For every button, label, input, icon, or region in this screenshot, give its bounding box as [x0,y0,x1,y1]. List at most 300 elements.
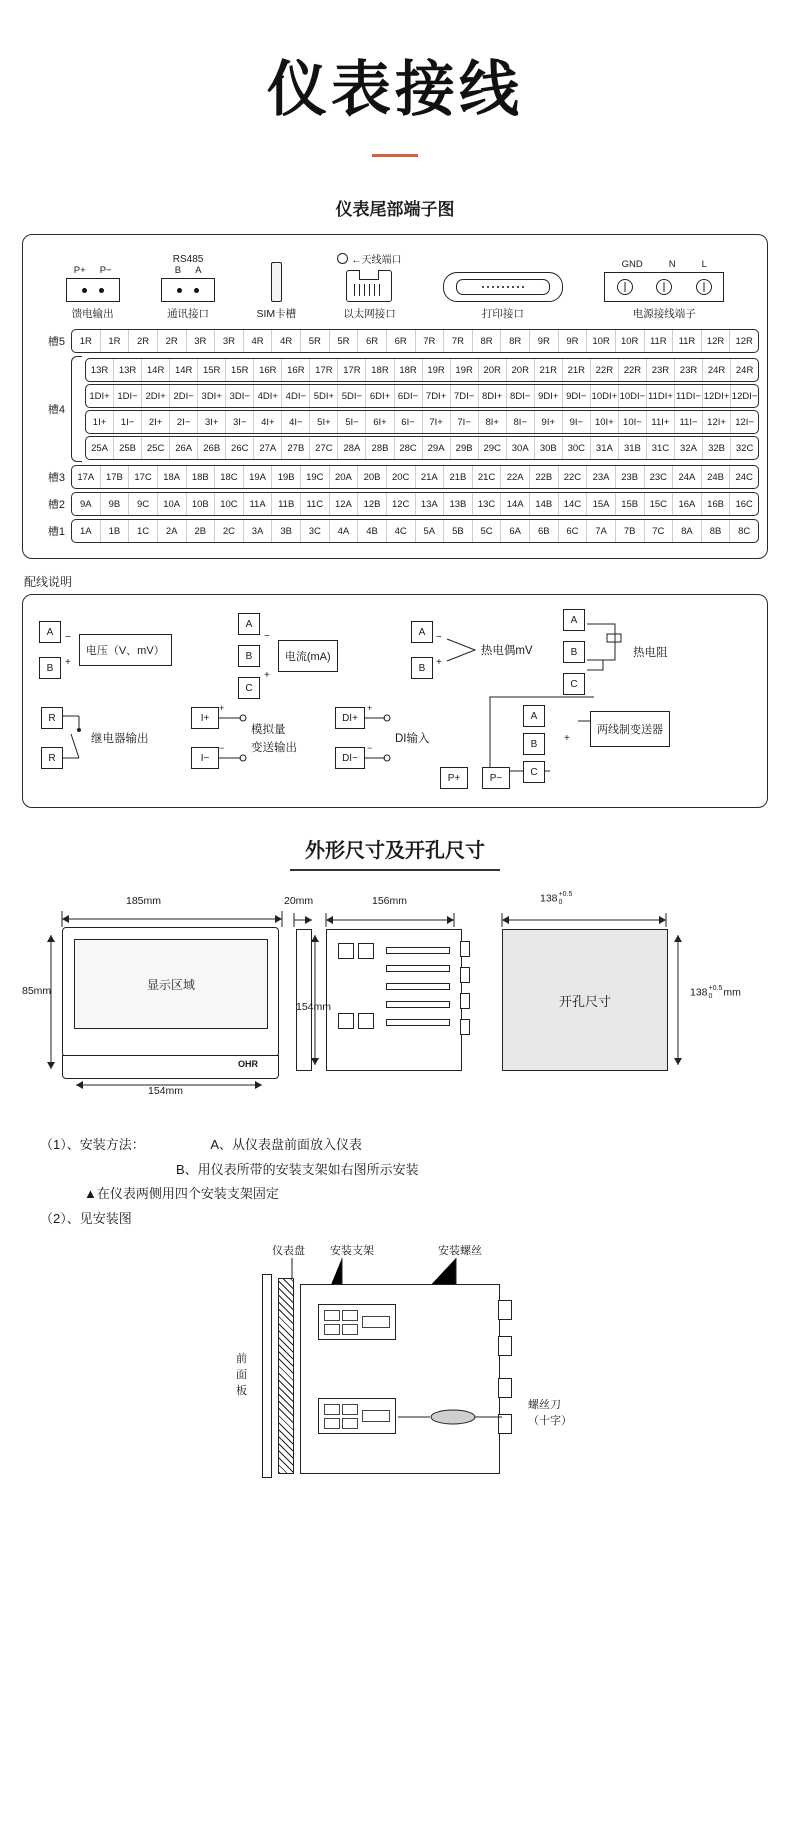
terminal-cell: 1C [129,520,158,542]
terminal-cell: 15B [616,493,645,515]
db9-icon [443,272,563,302]
terminal-cell: 19R [451,359,479,381]
slot4-terminal-row-4 [85,436,759,460]
dimension-title-underline [290,869,500,871]
wiring-two-wire-transmitter [447,691,768,801]
side-detail [358,1013,374,1029]
terminal-cell: 5B [444,520,473,542]
terminal-cell: 6DI+ [366,385,394,407]
terminal-cell: 32A [675,437,703,459]
terminal-cell: 10I+ [591,411,619,433]
terminal-cell: 29C [479,437,507,459]
side-slot [386,1001,450,1008]
terminal-cell: 20C [387,466,416,488]
display-area: 显示区域 [74,939,268,1029]
pin-label: N [668,259,676,270]
terminal-cell: 7I+ [423,411,451,433]
terminal-cell: 12C [387,493,416,515]
terminal-cell: 3DI+ [198,385,226,407]
slot-row-2 [31,492,759,516]
terminal-box: B [563,641,585,663]
terminal-cell: 16B [702,493,731,515]
side-slot [386,947,450,954]
device-label: 热电偶mV [480,645,533,657]
pin-labels [74,265,112,276]
terminal-cell: 8B [702,520,731,542]
side-detail [358,943,374,959]
terminal-cell: 29A [423,437,451,459]
terminal-cell: 18B [187,466,216,488]
terminal-cell: 13A [416,493,445,515]
device-label: 两线制变送器 [590,711,670,747]
terminal-block-icon [161,278,215,302]
terminal-cell: 6C [559,520,588,542]
terminal-cell: 6R [387,330,416,352]
note-line-3: ▲在仪表两侧用四个安装支架固定 [84,1186,279,1202]
terminal-cell: 16C [735,498,753,510]
terminal-cell: 6I− [395,411,423,433]
terminal-cell: 11R [645,330,674,352]
terminal-box: P− [482,767,510,789]
terminal-cell: 1I+ [86,411,114,433]
screw-icon [656,279,672,295]
terminal-box: DI− [335,747,365,769]
connector-caption: 馈电输出 [71,308,114,320]
label-bracket: 安装支架 [330,1244,374,1257]
connector-caption: 通讯接口 [167,308,210,320]
terminal-cell: 17C [129,466,158,488]
terminal-cell: 16A [673,493,702,515]
terminal-cell: 3DI− [226,385,254,407]
wiring-analog-output [191,703,297,769]
terminal-cell: 3B [272,520,301,542]
dim-cutout-width [540,891,572,906]
terminal-cell: 10C [215,493,244,515]
pin-labels [622,259,707,270]
terminal-cell: 2I− [170,411,198,433]
dim-front-bottom: 154mm [148,1085,184,1097]
slot-row-4 [31,356,759,462]
terminal-cell: 6A [501,520,530,542]
terminal-cell: 18R [366,359,394,381]
terminal-cell: 2R [158,330,187,352]
terminal-dot-icon [177,288,182,293]
dim-side-depth: 156mm [372,895,408,907]
terminal-cell: 23A [587,466,616,488]
section-terminal-title: 仪表尾部端子图 [335,200,455,219]
terminal-cell: 8A [673,520,702,542]
terminal-cell: 11A [244,493,273,515]
terminal-cell: 25A [86,437,114,459]
di-lead-icon [365,708,393,768]
dim-arrow-cutout-right [668,929,688,1079]
terminal-cell: 7B [616,520,645,542]
connector-caption: 打印接口 [481,308,524,320]
terminal-cell: 24C [735,471,753,483]
terminal-cell: 24R [735,364,754,376]
terminal-cell: 5I− [338,411,366,433]
connector-mains [604,259,724,321]
screw-icon [696,279,712,295]
terminal-cell: 9R [530,330,559,352]
terminal-cell: 16R [254,359,282,381]
sign-plus: + [65,657,71,668]
terminal-cell: 1I− [114,411,142,433]
slot-label: 槽1 [47,526,65,538]
terminal-cell: 1B [101,520,130,542]
terminal-cell: 22R [591,359,619,381]
terminal-cell: 31B [619,437,647,459]
terminal-cell: 27B [282,437,310,459]
terminal-cell: 21A [416,466,445,488]
terminal-cell: 4C [387,520,416,542]
terminal-cell: 12R [735,335,753,347]
terminal-cell: 8DI− [507,385,535,407]
terminal-cell: 8R [473,330,502,352]
terminal-box: C [563,673,585,695]
terminal-box: A [238,613,260,635]
terminal-cell: 5R [301,330,330,352]
terminal-cell: 6B [530,520,559,542]
rs485-label: RS485 [172,254,204,265]
terminal-cell: 14R [142,359,170,381]
terminal-cell: 12I− [735,416,754,428]
brand-logo: OHR [238,1059,258,1069]
terminal-cell: 12I+ [703,411,731,433]
cutout-height-tol-bot: 0 [708,992,713,1000]
terminal-cell: 14B [530,493,559,515]
bracket-detail [324,1418,340,1429]
dimension-diagram [0,885,790,1125]
db9-pins [456,279,550,295]
terminal-cell: 30A [507,437,535,459]
terminal-cell: 3R [187,330,216,352]
connector-caption: 电源接线端子 [632,308,696,320]
terminal-cell: 12B [358,493,387,515]
terminal-cell: 15C [645,493,674,515]
screwdriver-icon [398,1402,548,1432]
sign-plus: + [436,657,442,668]
terminal-cell: 7A [587,520,616,542]
terminal-box: B [39,657,61,679]
terminal-cell: 22R [619,359,647,381]
pin-label: P+ [73,265,86,276]
terminal-cell: 10R [616,330,645,352]
terminal-cell: 15R [226,359,254,381]
slot4-terminal-row-3 [85,410,759,434]
terminal-cell: 11DI+ [647,385,675,407]
terminal-cell: 3I− [226,411,254,433]
terminal-cell: 17R [338,359,366,381]
terminal-cell: 19R [423,359,451,381]
terminal-cell: 20B [358,466,387,488]
device-label: 继电器输出 [91,733,149,745]
slot5-terminal-row [71,329,759,353]
terminal-cell: 3C [301,520,330,542]
dim-arrow-cutout-top [496,911,686,929]
terminal-cell: 24B [702,466,731,488]
terminal-cell: 12DI− [731,390,758,402]
install-notes [40,1133,790,1232]
terminal-cell: 10DI− [619,385,647,407]
terminal-cell: 28B [366,437,394,459]
terminal-cell: 2DI+ [142,385,170,407]
terminal-box: A [563,609,585,631]
front-panel-edge [262,1274,272,1478]
terminal-box: P+ [440,767,468,789]
terminal-cell: 22A [501,466,530,488]
terminal-cell: 12DI+ [703,385,731,407]
bracket-detail [342,1310,358,1321]
bracket-detail [342,1404,358,1415]
terminal-box: B [523,733,545,755]
terminal-cell: 13R [114,359,142,381]
terminal-box: A [411,621,433,643]
terminal-cell: 6DI− [395,385,423,407]
terminal-cell: 11C [301,493,330,515]
terminal-cell: 1R [72,330,101,352]
terminal-cell: 28C [395,437,423,459]
connector-row [31,245,759,323]
terminal-cell: 26B [198,437,226,459]
dimension-title-text: 外形尺寸及开孔尺寸 [305,840,485,862]
terminal-cell: 5DI− [338,385,366,407]
side-tab [460,993,470,1009]
terminal-cell: 7DI+ [423,385,451,407]
side-slot [386,1019,450,1026]
page-root [0,42,790,1848]
terminal-cell: 10A [158,493,187,515]
terminal-panel [22,234,768,559]
side-detail [338,1013,354,1029]
terminal-block-icon [66,278,120,302]
wiring-panel [22,594,768,808]
note-1-label: （1）、安装方法： [40,1137,145,1152]
slot4-terminal-row-1 [85,358,759,382]
sign-minus: − [436,632,442,643]
dim-front-width: 185mm [126,895,162,907]
terminal-cell: 12R [702,330,731,352]
wiring-thermocouple [411,621,533,679]
cutout-width-tol-bot: 0 [558,898,563,906]
terminal-cell: 8I+ [479,411,507,433]
terminal-cell: 4A [330,520,359,542]
terminal-cell: 32B [703,437,731,459]
terminal-cell: 3A [244,520,273,542]
sign-plus: + [219,703,225,713]
screw-icon [617,279,633,295]
terminal-cell: 26A [170,437,198,459]
terminal-dot-icon [99,288,104,293]
terminal-cell: 9I− [563,411,591,433]
terminal-cell: 4DI+ [254,385,282,407]
device-label: DI输入 [395,733,430,745]
terminal-cell: 1R [101,330,130,352]
terminal-cell: 4R [244,330,273,352]
terminal-box: DI+ [335,707,365,729]
terminal-cell: 10B [187,493,216,515]
terminal-box: B [238,645,260,667]
connector-caption: 以太网接口 [343,308,396,320]
dim-arrow-left [40,927,62,1077]
antenna-circle-icon [337,253,348,264]
terminal-cell: 18C [215,466,244,488]
slot2-terminal-row [71,492,759,516]
bracket-detail [324,1324,340,1335]
antenna-text: ←天线端口 [351,255,402,266]
sign-minus: − [367,743,373,753]
sim-slot-icon [271,262,282,302]
terminal-cell: 20R [507,359,535,381]
sign-plus: + [367,703,373,713]
page-title: 仪表接线 [267,56,523,123]
terminal-cell: 19B [272,466,301,488]
bracket-arm [362,1410,390,1422]
terminal-cell: 11I+ [647,411,675,433]
slot-row-1 [31,519,759,543]
dim-side-gap: 20mm [284,895,314,907]
note-line-2: B、用仪表所带的安装支架如右图所示安装 [176,1161,419,1177]
terminal-cell: 4I− [282,411,310,433]
wiring-relay [41,707,149,769]
cutout-width-tol-top: +0.5 [558,891,573,898]
terminal-cell: 9B [101,493,130,515]
slot-label: 槽2 [47,499,65,511]
slot-label: 槽4 [47,404,65,416]
slot-row-3 [31,465,759,489]
cutout-height-tol-top: +0.5 [708,985,723,992]
wiring-rtd [563,609,668,695]
terminal-cell: 20A [330,466,359,488]
terminal-cell: 17R [310,359,338,381]
terminal-cell: 22C [559,466,588,488]
side-tab [460,941,470,957]
terminal-cell: 30C [563,437,591,459]
terminal-cell: 28A [338,437,366,459]
terminal-cell: 30B [535,437,563,459]
bracket-arm [362,1316,390,1328]
slot4-terminal-row-2 [85,384,759,408]
terminal-cell: 9A [72,493,101,515]
terminal-cell: 21B [444,466,473,488]
label-screw: 安装螺丝 [438,1244,482,1257]
sign-minus: − [264,631,270,642]
terminal-cell: 9I+ [535,411,563,433]
connector-sim [256,262,296,321]
terminal-cell: 7DI− [451,385,479,407]
sign-minus: − [65,632,71,643]
terminal-cell: 14A [501,493,530,515]
terminal-cell: 24A [673,466,702,488]
terminal-box: I+ [191,707,219,729]
terminal-cell: 1A [72,520,101,542]
slot3-terminal-row [71,465,759,489]
terminal-cell: 4I+ [254,411,282,433]
terminal-box: R [41,747,63,769]
terminal-cell: 2C [215,520,244,542]
pin-label: B [174,265,182,276]
dim-arrow-side [292,911,472,929]
terminal-cell: 2I+ [142,411,170,433]
screwdriver-line-1: 螺丝刀 [528,1398,561,1411]
terminal-cell: 29B [451,437,479,459]
slot-table [31,329,759,543]
terminal-cell: 25B [114,437,142,459]
front-panel-char-1: 前 [236,1352,247,1365]
terminal-cell: 2R [129,330,158,352]
terminal-cell: 6R [358,330,387,352]
cutout-unit: mm [723,986,741,999]
side-slot [386,965,450,972]
terminal-dot-icon [194,288,199,293]
terminal-cell: 12A [330,493,359,515]
terminal-cell: 23C [645,466,674,488]
sign-plus: + [264,670,270,681]
title-divider [372,154,418,157]
terminal-cell: 23B [616,466,645,488]
terminal-cell: 5C [473,520,502,542]
terminal-cell: 23R [675,359,703,381]
rtd-symbol-icon [585,614,631,690]
side-tab [498,1378,512,1398]
connector-printer [443,272,563,321]
terminal-cell: 15A [587,493,616,515]
dim-front-height: 85mm [22,985,52,997]
device-label: 热电阻 [633,647,668,659]
terminal-cell: 11R [673,330,702,352]
terminal-cell: 22B [530,466,559,488]
terminal-cell: 17A [72,466,101,488]
terminal-cell: 14R [170,359,198,381]
device-label-line1: 模拟量 [251,724,286,736]
cutout-area: 开孔尺寸 [502,929,668,1071]
terminal-box: C [523,761,545,783]
side-tab [460,1019,470,1035]
terminal-cell: 9DI+ [535,385,563,407]
terminal-cell: 26C [226,437,254,459]
pin-label: A [195,265,202,276]
pin-label: P− [99,265,112,276]
terminal-cell: 23R [647,359,675,381]
terminal-cell: 24R [703,359,731,381]
bracket-detail [342,1324,358,1335]
bracket-detail [324,1310,340,1321]
terminal-cell: 5A [416,520,445,542]
terminal-box: I− [191,747,219,769]
terminal-cell: 4R [272,330,301,352]
terminal-box: C [238,677,260,699]
note-line-4: （2）、见安装图 [40,1211,132,1227]
terminal-cell: 21R [563,359,591,381]
terminal-cell: 11B [272,493,301,515]
pin-label: GND [621,259,643,270]
device-label: 电流(mA) [278,640,338,672]
terminal-cell: 11I− [675,411,703,433]
terminal-cell: 3R [215,330,244,352]
terminal-cell: 13B [444,493,473,515]
terminal-cell: 13C [473,493,502,515]
terminal-cell: 2B [187,520,216,542]
terminal-cell: 8DI+ [479,385,507,407]
install-diagram [0,1238,790,1498]
wiring-current [238,613,338,699]
wiring-di-input [335,703,430,769]
terminal-cell: 9C [129,493,158,515]
terminal-cell: 20R [479,359,507,381]
wiring-voltage [39,621,172,679]
terminal-cell: 18R [395,359,423,381]
sign-plus: + [564,733,570,744]
